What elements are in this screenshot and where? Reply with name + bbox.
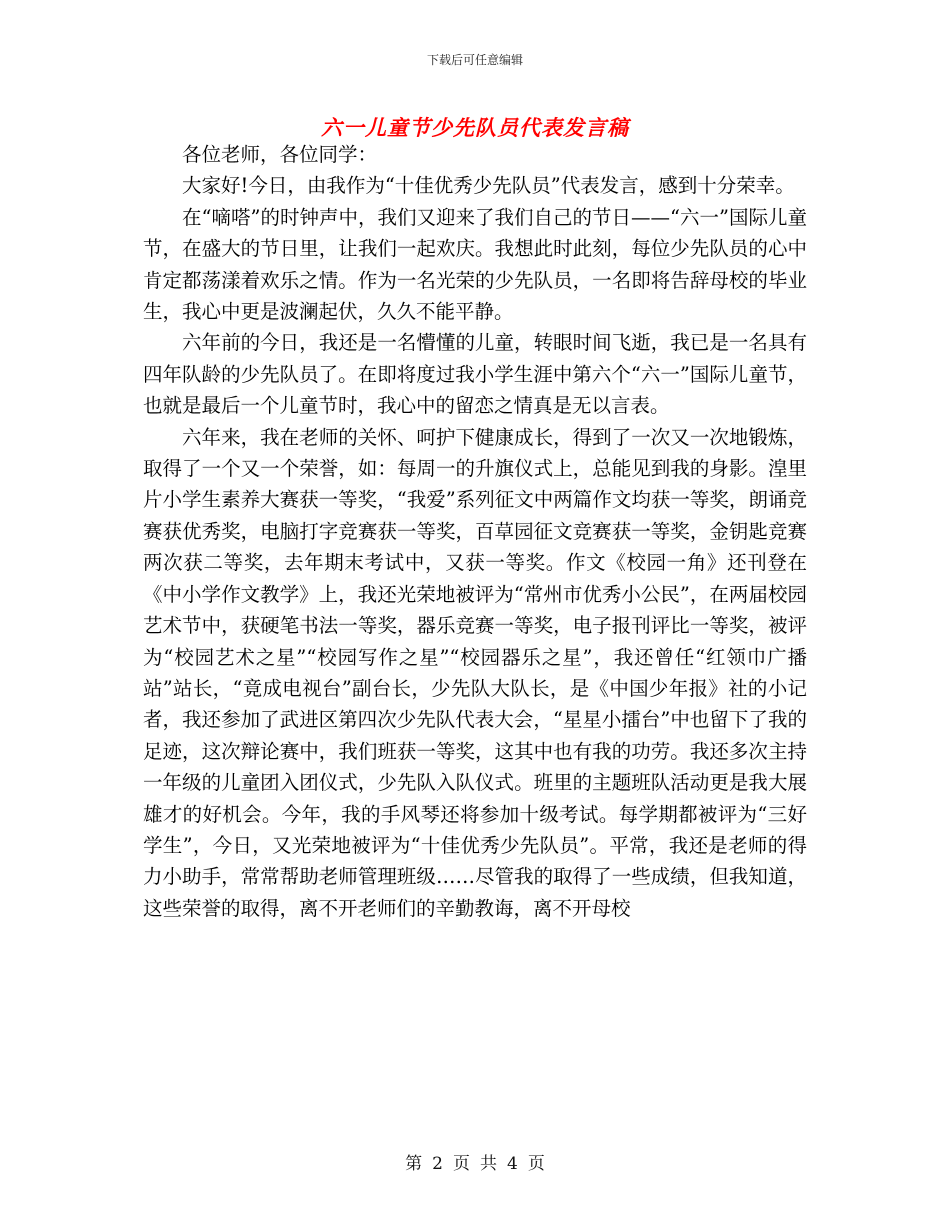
- header-note: 下载后可任意编辑: [426, 53, 523, 67]
- paragraph-festival: 在“嘀嗒”的时钟声中，我们又迎来了我们自己的节日——“六一”国际儿童节，在盛大的节日里，让我们一起欢庆。我想此时此刻，每位少先队员的心中肯定都荡漾着欢乐之情。作为一名光荣的少先队员，一名即将告辞母校的毕业生，我心中更是波澜起伏，久久不能平静。: [143, 205, 807, 324]
- footer-total-suffix: 页: [527, 1154, 545, 1174]
- document-body: [143, 139, 807, 924]
- footer-total-prefix: 共: [480, 1154, 497, 1174]
- footer-prefix: 第: [405, 1154, 423, 1174]
- footer-page-number: 2: [432, 1154, 443, 1174]
- page-footer: [0, 1153, 950, 1175]
- footer-total-pages: 4: [507, 1154, 518, 1174]
- paragraph-achievements: 六年来，我在老师的关怀、呵护下健康成长，得到了一次又一次地锻炼，取得了一个又一个荣誉，如：每周一的升旗仪式上，总能见到我的身影。湟里片小学生素养大赛获一等奖，“我爱”系列征文中两篇作文均获一等奖，朗诵竞赛获优秀奖，电脑打字竞赛获一等奖，百草园征文竞赛获一等奖，金钥匙竞赛两次获二等奖，去年期末考试中，又获一等奖。作文《校园一角》还刊登在《中小学作文教学》上，我还光荣地被评为“常州市优秀小公民”，在两届校园艺术节中，获硬笔书法一等奖，器乐竞赛一等奖，电子报刊评比一等奖，被评为“校园艺术之星”“校园写作之星”“校园器乐之星”，我还曾任“红领巾广播站”站长，“竟成电视台”副台长，少先队大队长，是《中国少年报》社的小记者，我还参加了武进区第四次少先队代表大会，“星星小擂台”中也留下了我的足迹，这次辩论赛中，我们班获一等奖，这其中也有我的功劳。我还多次主持一年级的儿童团入团仪式，少先队入队仪式。班里的主题班队活动更是我大展雄才的好机会。今年，我的手风琴还将参加十级考试。每学期都被评为“三好学生”，今日，又光荣地被评为“十佳优秀少先队员”。平常，我还是老师的得力小助手，常常帮助老师管理班级……尽管我的取得了一些成绩，但我知道，这些荣誉的取得，离不开老师们的辛勤教诲，离不开母校: [143, 425, 807, 920]
- paragraph-greeting: 各位老师，各位同学：: [182, 143, 378, 166]
- page-title: 六一儿童节少先队员代表发言稿: [321, 116, 629, 140]
- paragraph-introduction: 大家好!今日，由我作为“十佳优秀少先队员”代表发言，感到十分荣幸。: [182, 174, 795, 198]
- paragraph-six-years-ago: 六年前的今日，我还是一名懵懂的儿童，转眼时间飞逝，我已是一名具有四年队龄的少先队员了。在即将度过我小学生涯中第六个“六一”国际儿童节，也就是最后一个儿童节时，我心中的留恋之情真是无以言表。: [143, 331, 807, 418]
- footer-page-suffix: 页: [453, 1154, 470, 1174]
